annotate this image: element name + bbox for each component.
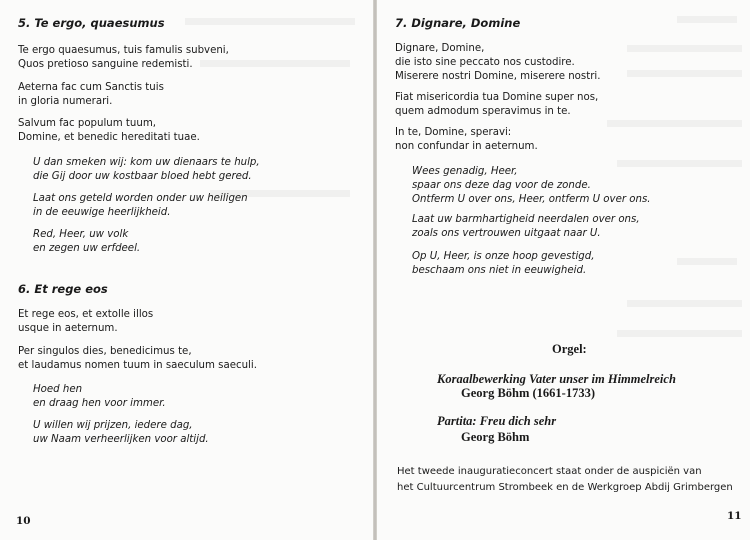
text-line: Salvum fac populum tuum, [18, 118, 156, 129]
section-7-latin-3 [395, 126, 538, 154]
show-through-text [677, 258, 737, 265]
text-line: spaar ons deze dag voor de zonde. [412, 180, 591, 191]
section-6-latin-1 [18, 308, 153, 336]
text-line: Laat ons geteld worden onder uw heiligen [33, 193, 248, 204]
text-line: Red, Heer, uw volk [33, 229, 129, 240]
section-7-latin-2 [395, 91, 598, 119]
text-line: Laat uw barmhartigheid neerdalen over ons, [412, 214, 640, 225]
text-line: in gloria numerari. [18, 96, 113, 107]
text-line: et laudamus nomen tuum in saeculum saeculi. [18, 360, 257, 371]
text-line: Dignare, Domine, [395, 43, 485, 54]
text-line: uw Naam verheerlijken voor altijd. [33, 434, 209, 445]
text-line: Wees genadig, Heer, [412, 166, 518, 177]
text-line: usque in aeternum. [18, 323, 118, 334]
section-6-dutch-2 [33, 419, 209, 447]
text-line: quem admodum speravimus in te. [395, 106, 571, 117]
page-number: 10 [16, 515, 31, 527]
show-through-text [627, 70, 742, 77]
section-5-heading: 5. Te ergo, quaesumus [18, 16, 165, 30]
text-line: Domine, et benedic hereditati tuae. [18, 132, 200, 143]
text-line: Hoed hen [33, 384, 83, 395]
show-through-text [185, 18, 355, 25]
section-7-heading: 7. Dignare, Domine [395, 16, 521, 30]
text-line: In te, Domine, speravi: [395, 127, 512, 138]
piece-2-composer: Georg Böhm [461, 430, 530, 444]
text-line: en zegen uw erfdeel. [33, 243, 141, 254]
text-line: het Cultuurcentrum Strombeek en de Werkgroep Abdij Grimbergen [397, 482, 733, 493]
text-line: Quos pretioso sanguine redemisti. [18, 59, 193, 70]
orgel-label: Orgel: [552, 342, 587, 356]
text-line: en draag hen voor immer. [33, 398, 166, 409]
section-7-latin-1 [395, 42, 600, 84]
text-line: non confundar in aeternum. [395, 141, 538, 152]
text-line: Per singulos dies, benedicimus te, [18, 346, 192, 357]
left-page [0, 0, 373, 540]
right-page [377, 0, 750, 540]
text-line: Ontferm U over ons, Heer, ontferm U over ons. [412, 194, 651, 205]
piece-2-title: Partita: Freu dich sehr [437, 414, 557, 428]
section-7-dutch-1 [412, 165, 651, 207]
section-6-heading: 6. Et rege eos [18, 282, 108, 296]
footer-note [397, 464, 733, 496]
section-5-dutch-1 [33, 156, 260, 184]
text-line: U dan smeken wij: kom uw dienaars te hulp, [33, 157, 260, 168]
text-line: zoals ons vertrouwen uitgaat naar U. [412, 228, 601, 239]
show-through-text [627, 300, 742, 307]
section-6-dutch-1 [33, 383, 166, 411]
section-7-dutch-3 [412, 250, 594, 278]
text-line: Te ergo quaesumus, tuis famulis subveni, [18, 45, 229, 56]
show-through-text [607, 120, 742, 127]
show-through-text [677, 16, 737, 23]
piece-1-title: Koraalbewerking Vater unser im Himmelreich [437, 372, 676, 386]
text-line: Fiat misericordia tua Domine super nos, [395, 92, 599, 103]
text-line: Op U, Heer, is onze hoop gevestigd, [412, 251, 595, 262]
text-line: die isto sine peccato nos custodire. [395, 57, 575, 68]
text-line: U willen wij prijzen, iedere dag, [33, 420, 193, 431]
section-5-dutch-2 [33, 192, 248, 220]
section-5-latin-3 [18, 117, 200, 145]
show-through-text [627, 45, 742, 52]
page-number: 11 [727, 510, 742, 522]
text-line: Et rege eos, et extolle illos [18, 309, 154, 320]
piece-1-composer: Georg Böhm (1661-1733) [461, 386, 596, 400]
section-7-dutch-2 [412, 213, 640, 241]
text-line: beschaam ons niet in eeuwigheid. [412, 265, 587, 276]
section-5-latin-1 [18, 44, 229, 72]
text-line: die Gij door uw kostbaar bloed hebt gered. [33, 171, 252, 182]
section-6-latin-2 [18, 345, 257, 373]
section-5-dutch-3 [33, 228, 140, 256]
section-5-latin-2 [18, 81, 164, 109]
text-line: Aeterna fac cum Sanctis tuis [18, 82, 164, 93]
text-line: Miserere nostri Domine, miserere nostri. [395, 71, 601, 82]
text-line: in de eeuwige heerlijkheid. [33, 207, 171, 218]
show-through-text [617, 330, 742, 337]
text-line: Het tweede inauguratieconcert staat onder de auspiciën van [397, 466, 702, 477]
